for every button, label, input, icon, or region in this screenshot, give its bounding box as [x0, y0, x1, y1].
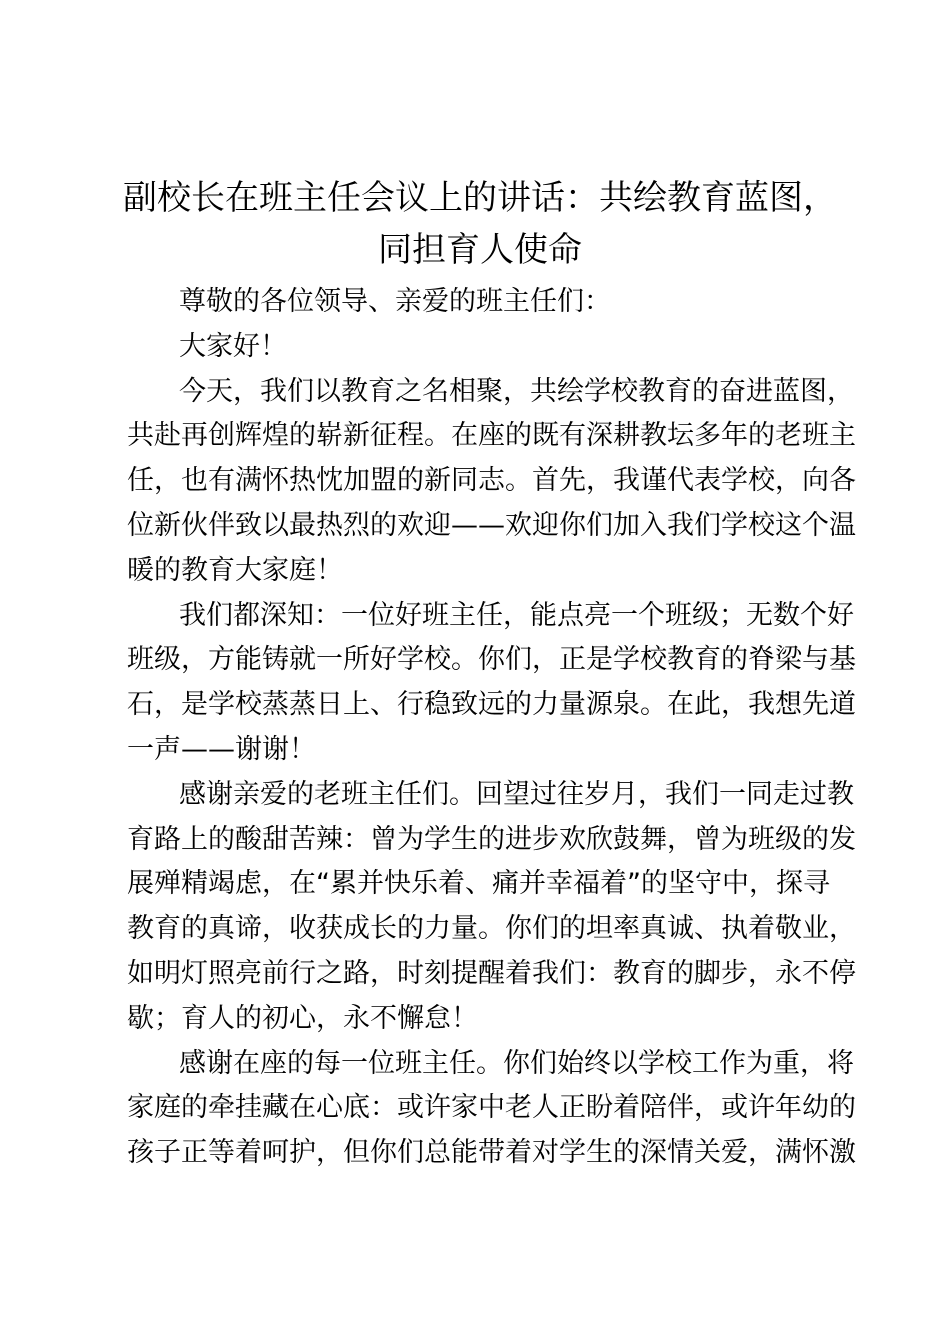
paragraph-1-line: 任，也有满怀热忱加盟的新同志。首先，我谨代表学校，向各 — [127, 465, 856, 497]
paragraph-3-line: 教育的真谛，收获成长的力量。你们的坦率真诚、执着敬业， — [127, 913, 856, 945]
title-line-1: 副校长在班主任会议上的讲话：共绘教育蓝图， — [123, 178, 837, 218]
document-body — [127, 280, 856, 1176]
paragraph-4-line: 家庭的牵挂藏在心底：或许家中老人正盼着陪伴，或许年幼的 — [127, 1092, 856, 1124]
paragraph-3-line: 育路上的酸甜苦辣：曾为学生的进步欢欣鼓舞，曾为班级的发 — [127, 823, 856, 855]
paragraph-2-line: 一声——谢谢！ — [127, 733, 316, 765]
paragraph-2-line: 我们都深知：一位好班主任，能点亮一个班级；无数个好 — [179, 599, 854, 631]
salutation: 尊敬的各位领导、亲爱的班主任们： — [179, 286, 611, 317]
paragraph-4-line: 感谢在座的每一位班主任。你们始终以学校工作为重，将 — [179, 1047, 854, 1079]
paragraph-1-line: 今天，我们以教育之名相聚，共绘学校教育的奋进蓝图， — [179, 375, 854, 407]
document-title — [120, 172, 840, 276]
title-line-2: 同担育人使命 — [378, 230, 582, 270]
paragraph-3-line: 如明灯照亮前行之路，时刻提醒着我们：教育的脚步，永不停 — [127, 957, 856, 989]
paragraph-1-line: 暖的教育大家庭！ — [127, 554, 343, 586]
paragraph-3-line: 展殚精竭虑，在“累并快乐着、痛并幸福着”的坚守中，探寻 — [127, 868, 830, 900]
paragraph-4-line: 孩子正等着呵护，但你们总能带着对学生的深情关爱，满怀激 — [127, 1137, 856, 1169]
paragraph-1-line: 位新伙伴致以最热烈的欢迎——欢迎你们加入我们学校这个温 — [127, 509, 856, 541]
paragraph-2-line: 班级，方能铸就一所好学校。你们，正是学校教育的脊梁与基 — [127, 644, 856, 676]
paragraph-3-line: 感谢亲爱的老班主任们。回望过往岁月，我们一同走过教 — [179, 778, 854, 810]
greeting: 大家好！ — [179, 330, 287, 362]
paragraph-1-line: 共赴再创辉煌的崭新征程。在座的既有深耕教坛多年的老班主 — [127, 420, 856, 452]
paragraph-3-line: 歇；育人的初心，永不懈怠！ — [127, 1002, 478, 1034]
paragraph-2-line: 石，是学校蒸蒸日上、行稳致远的力量源泉。在此，我想先道 — [127, 689, 856, 721]
